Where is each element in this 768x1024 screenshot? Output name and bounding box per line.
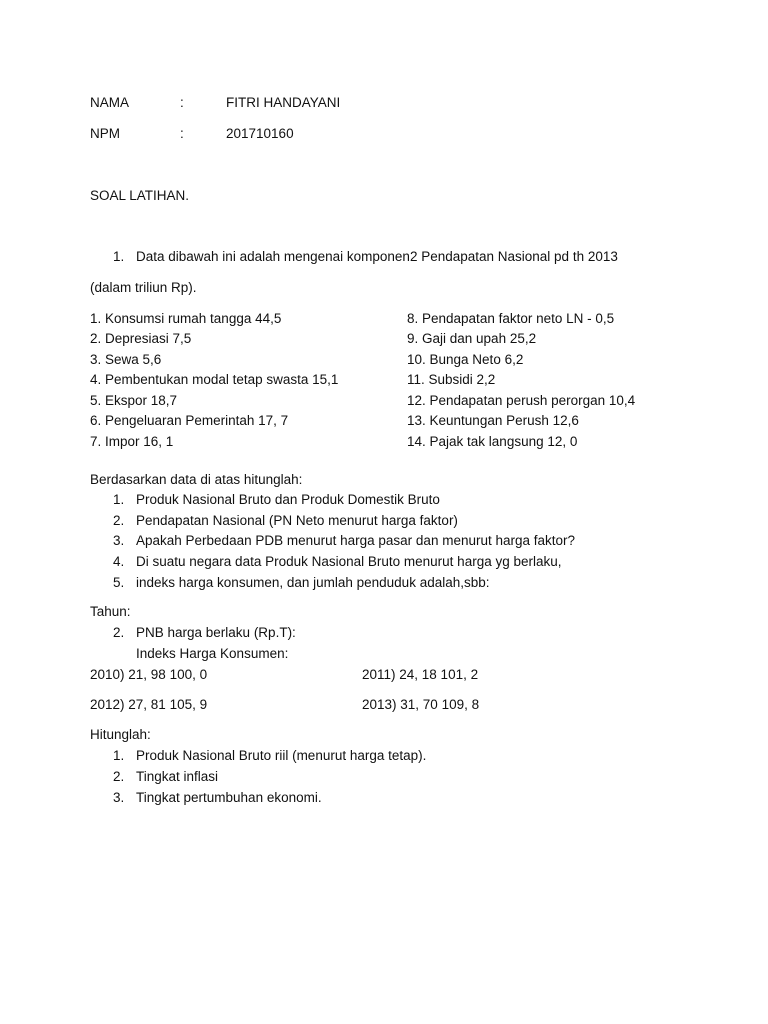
list-item: 8. Pendapatan faktor neto LN - 0,5 <box>407 311 615 326</box>
list-item: 1. Konsumsi rumah tangga 44,5 <box>90 311 282 326</box>
list-item: 2. Depresiasi 7,5 <box>90 331 192 346</box>
list-item-number: 4. <box>113 554 125 569</box>
list-item: 5. Ekspor 18,7 <box>90 393 178 408</box>
list-item-number: 3. <box>113 533 125 548</box>
year-data-2013: 2013) 31, 70 109, 8 <box>362 697 480 712</box>
list-item-number: 2. <box>113 513 125 528</box>
hitunglah-label: Hitunglah: <box>90 727 151 742</box>
list-item: 10. Bunga Neto 6,2 <box>407 352 524 367</box>
list-item: 14. Pajak tak langsung 12, 0 <box>407 434 578 449</box>
list-item: 6. Pengeluaran Pemerintah 17, 7 <box>90 413 289 428</box>
list-item: Produk Nasional Bruto dan Produk Domestik Bruto <box>136 492 440 507</box>
list-item: Produk Nasional Bruto riil (menurut harga tetap). <box>136 748 427 763</box>
list-item: Tingkat pertumbuhan ekonomi. <box>136 790 322 805</box>
year-data-2012: 2012) 27, 81 105, 9 <box>90 697 208 712</box>
list-item: 4. Pembentukan modal tetap swasta 15,1 <box>90 372 339 387</box>
list-item: 11. Subsidi 2,2 <box>407 372 496 387</box>
nama-separator: : <box>180 95 184 110</box>
list-item: 7. Impor 16, 1 <box>90 434 174 449</box>
list-item: Pendapatan Nasional (PN Neto menurut harga faktor) <box>136 513 458 528</box>
list-item: 13. Keuntungan Perush 12,6 <box>407 413 579 428</box>
list-item-number: 2. <box>113 769 125 784</box>
list-item: 3. Sewa 5,6 <box>90 352 162 367</box>
npm-label: NPM <box>90 126 120 141</box>
unit-note: (dalam triliun Rp). <box>90 280 197 295</box>
npm-value: 201710160 <box>226 126 294 141</box>
list-item-number: 3. <box>113 790 125 805</box>
list-item: Di suatu negara data Produk Nasional Bruto menurut harga yg berlaku, <box>136 554 562 569</box>
document-title: SOAL LATIHAN. <box>90 188 190 203</box>
nama-label: NAMA <box>90 95 130 110</box>
list-item: Apakah Perbedaan PDB menurut harga pasar dan menurut harga faktor? <box>136 533 576 548</box>
year-data-2011: 2011) 24, 18 101, 2 <box>362 667 479 682</box>
npm-separator: : <box>180 126 184 141</box>
pnb-line-2: Indeks Harga Konsumen: <box>136 646 289 661</box>
year-data-2010: 2010) 21, 98 100, 0 <box>90 667 208 682</box>
pnb-line-1: PNB harga berlaku (Rp.T): <box>136 625 296 640</box>
list-item: 9. Gaji dan upah 25,2 <box>407 331 537 346</box>
list-item: indeks harga konsumen, dan jumlah penduduk adalah,sbb: <box>136 575 490 590</box>
question-1-number: 1. <box>113 249 125 264</box>
list-item-number: 2. <box>113 625 125 640</box>
question-1-text: Data dibawah ini adalah mengenai komponen2 Pendapatan Nasional pd th 2013 <box>136 249 618 264</box>
nama-value: FITRI HANDAYANI <box>226 95 341 110</box>
list-item-number: 1. <box>113 748 125 763</box>
tahun-label: Tahun: <box>90 604 131 619</box>
list-item-number: 5. <box>113 575 125 590</box>
list-item-number: 1. <box>113 492 125 507</box>
list-item: Tingkat inflasi <box>136 769 219 784</box>
instructions-intro: Berdasarkan data di atas hitunglah: <box>90 472 303 487</box>
list-item: 12. Pendapatan perush perorgan 10,4 <box>407 393 636 408</box>
